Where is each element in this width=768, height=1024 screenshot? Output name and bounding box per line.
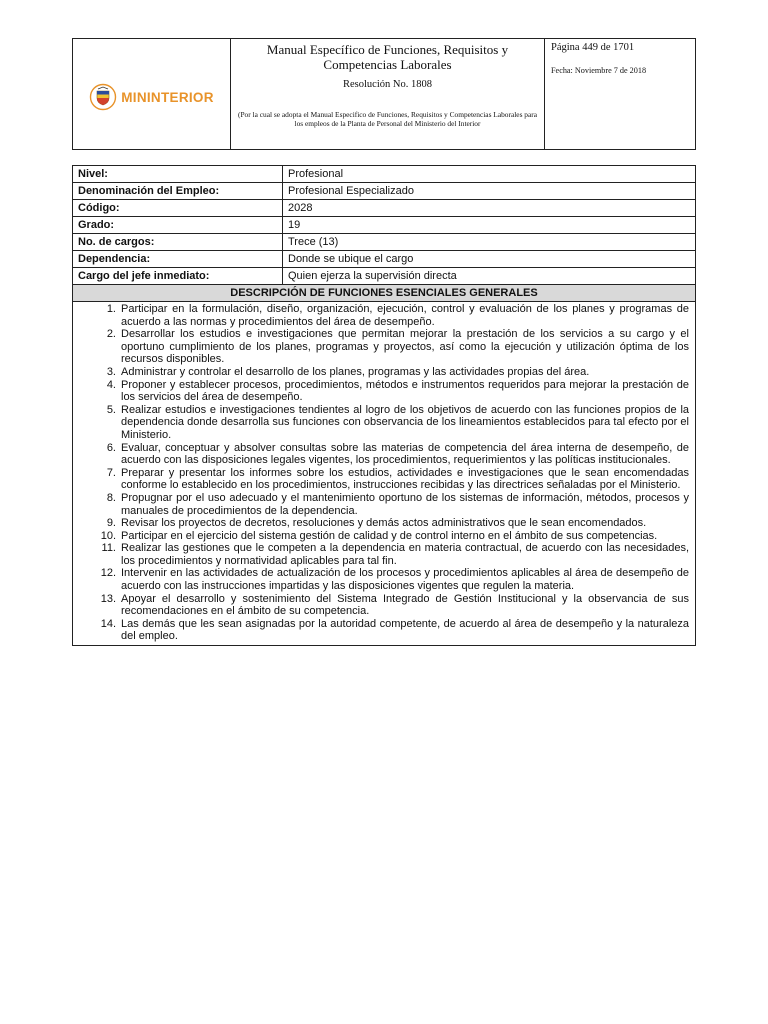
manual-title: Manual Específico de Funciones, Requisitos y Competencias Laborales xyxy=(266,42,509,72)
item-text: Administrar y controlar el desarrollo de los planes, programas y las actividades propias del área. xyxy=(121,365,590,378)
header-title-cell xyxy=(231,39,545,149)
field-value: Trece (13) xyxy=(288,236,339,248)
field-row-cargos xyxy=(73,234,695,251)
list-item xyxy=(73,328,689,366)
field-value: 2028 xyxy=(288,202,313,214)
list-item xyxy=(73,593,689,618)
item-text: Participar en el ejercicio del sistema gestión de calidad y de control interno en el ámbito de sus competencias. xyxy=(121,529,658,542)
list-item xyxy=(73,404,689,442)
item-number: 14. xyxy=(100,617,116,630)
section-header-funciones: DESCRIPCIÓN DE FUNCIONES ESENCIALES GENERALES xyxy=(73,285,695,302)
item-text: Proponer y establecer procesos, procedimientos, métodos e instrumentos requeridos para mejorar la prestación de los servicios del área de desempeño. xyxy=(121,378,689,404)
field-label: Denominación del Empleo: xyxy=(73,183,283,199)
field-label: Código: xyxy=(73,200,283,216)
logo-text: MININTERIOR xyxy=(121,89,214,105)
field-row-nivel xyxy=(73,166,695,183)
item-text: Revisar los proyectos de decretos, resoluciones y demás actos administrativos que le sean encomendados. xyxy=(121,517,647,530)
functions-list xyxy=(73,302,695,645)
item-text: Realizar estudios e investigaciones tendientes al logro de los objetivos de acuerdo con las funciones propios de la dependencia donde desarrolla sus funciones con observancia de los lineamientos establecidos para tal efecto por el Ministerio. xyxy=(121,403,689,441)
field-label: Dependencia: xyxy=(73,251,283,267)
list-item xyxy=(73,467,689,492)
field-value: Donde se ubique el cargo xyxy=(288,253,414,265)
field-label: No. de cargos: xyxy=(73,234,283,250)
field-row-grado xyxy=(73,217,695,234)
list-item xyxy=(73,303,689,328)
field-row-jefe xyxy=(73,268,695,285)
item-number: 4. xyxy=(106,378,116,391)
field-label: Grado: xyxy=(73,217,283,233)
field-row-denominacion xyxy=(73,183,695,200)
item-number: 12. xyxy=(100,567,116,580)
list-item xyxy=(73,542,689,567)
field-value: Profesional xyxy=(288,168,344,180)
item-number: 7. xyxy=(106,466,116,479)
page-number: Página 449 de 1701 xyxy=(551,42,635,53)
resolution-number: Resolución No. 1808 xyxy=(343,79,432,90)
field-label: Cargo del jefe inmediato: xyxy=(73,268,283,284)
field-value: 19 xyxy=(288,219,301,231)
item-text: Realizar las gestiones que le competen a la dependencia en materia contractual, de acuerdo con las necesidades, los procedimientos y normatividad aplicables para tal fin. xyxy=(121,542,689,567)
item-number: 10. xyxy=(100,529,116,542)
item-text: Intervenir en las actividades de actualización de los procesos y procedimientos aplicables al área de desempeño de acuerdo con las instrucciones impartidas y las disposiciones vigentes que regulen la materia. xyxy=(121,567,689,593)
item-number: 6. xyxy=(106,441,116,454)
logo-cell xyxy=(73,39,231,149)
list-item xyxy=(73,567,689,592)
list-item xyxy=(73,530,689,543)
list-item xyxy=(73,379,689,404)
item-number: 13. xyxy=(100,592,116,605)
mininterior-logo xyxy=(89,83,214,111)
item-text: Preparar y presentar los informes sobre los estudios, actividades e investigaciones que le sean encomendadas conforme lo establecido en los procedimientos, instrucciones recibidas y las directrices señaladas por el Ministerio. xyxy=(121,466,689,492)
item-number: 2. xyxy=(106,328,116,341)
list-item xyxy=(73,366,689,379)
field-label: Nivel: xyxy=(73,166,283,182)
item-text: Apoyar el desarrollo y sostenimiento del Sistema Integrado de Gestión Institucional y la observancia de sus recomendaciones en el ámbito de su competencia. xyxy=(121,592,689,618)
item-text: Propugnar por el uso adecuado y el mantenimiento oportuno de los sistemas de información, métodos, procesos y manuales de procedimientos de la dependencia. xyxy=(121,491,689,517)
item-number: 5. xyxy=(106,403,116,416)
field-row-dependencia xyxy=(73,251,695,268)
list-item xyxy=(73,492,689,517)
list-item xyxy=(73,618,689,643)
item-number: 3. xyxy=(106,365,116,378)
colombia-shield-icon xyxy=(89,83,117,111)
item-text: Desarrollar los estudios e investigaciones que permitan mejorar la prestación de los servicios a su cargo y el oportuno cumplimiento de los planes, programas y proyectos, así como la ejecución y utilización óptima de los recursos disponibles. xyxy=(121,328,689,366)
item-text: Evaluar, conceptuar y absolver consultas sobre las materias de competencia del área interna de desempeño, de acuerdo con las disposiciones legales vigentes, los procedimientos, requerimientos y las políticas institucionales. xyxy=(121,441,689,467)
item-text: Las demás que les sean asignadas por la autoridad competente, de acuerdo al área de desempeño y la naturaleza del empleo. xyxy=(121,617,689,643)
field-value: Profesional Especializado xyxy=(288,185,414,197)
item-number: 11. xyxy=(101,542,116,555)
item-number: 1. xyxy=(106,303,116,315)
field-row-codigo xyxy=(73,200,695,217)
item-number: 9. xyxy=(106,517,116,530)
field-value: Quien ejerza la supervisión directa xyxy=(288,270,457,282)
list-item xyxy=(73,442,689,467)
document-date: Fecha: Noviembre 7 de 2018 xyxy=(551,66,647,75)
item-number: 8. xyxy=(106,491,116,504)
resolution-note: (Por la cual se adopta el Manual Especifico de Funciones, Requisitos y Competencias Laborales para los empleos de la Planta de Personal del Ministerio del Interior xyxy=(237,110,538,128)
item-text: Participar en la formulación, diseño, organización, ejecución, control y evaluación de los planes y programas de acuerdo a las normas y procedimientos del área de desempeño. xyxy=(121,303,689,328)
job-description-table xyxy=(72,165,696,646)
header-meta-cell xyxy=(545,39,695,149)
list-item xyxy=(73,517,689,530)
document-header xyxy=(72,38,696,150)
